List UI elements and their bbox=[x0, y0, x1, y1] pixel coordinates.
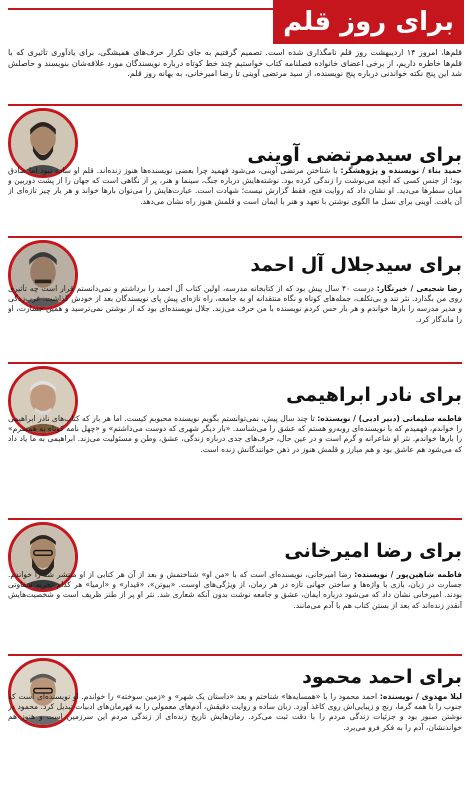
section-author: فاطمه شاهین‌پور / نویسنده: bbox=[354, 570, 462, 579]
section-amirkhani bbox=[8, 518, 462, 648]
section-heading: برای رضا امیرخانی bbox=[284, 540, 462, 562]
section-mahmoud bbox=[8, 654, 462, 794]
section-ebrahimi bbox=[8, 362, 462, 512]
section-body bbox=[8, 166, 462, 228]
section-text: رضا امیرخانی، نویسنده‌ای است که با «من او» شناختمش و بعد از آن هر کتابی از او منتشر شد را خواندم. جسارت در زبان، بازی با واژه‌ها و ساختن جهانی تازه در هر رمان، از ویژگی‌های اوست. «بیوتن»، «قیدار» و «ارمیا» هر کدام تجربه متفاوتی بودند. امیرخانی نشان داد که می‌شود درباره ایمان، عشق و جامعه نوشت بدون آنکه شعاری شد. نثر او پر از طنز ظریف است و شخصیت‌هایش آنقدر زنده‌اند که بعد از بستن کتاب هم با آدم می‌مانند. bbox=[8, 570, 462, 610]
section-author: فاطمه سلیمانی (دبیر ادبی) / نویسنده: bbox=[317, 414, 462, 423]
section-author: حمید بناء / نویسنده و پژوهشگر: bbox=[340, 166, 462, 175]
section-rule bbox=[8, 654, 462, 656]
section-text: تا چند سال پیش، نمی‌توانستم بگویم نویسنده محبوبم کیست. اما هر بار که کتاب‌های نادر ابراهیمی را خواندم، فهمیدم که با نویسنده‌ای روبه‌رو هستم که عشق را می‌شناسد. «بار دیگر شهری که دوست می‌داشتم» و «چهل نامه کوتاه به همسرم» را بارها خواندم. نثر او شاعرانه و گرم است و در عین حال، حرف‌های جدی درباره زندگی، عشق، وطن و مسئولیت می‌زند. ابراهیمی به ما یاد داد که می‌شود هم عاشق بود و هم مبارز و قلمش هنوز در ذهن خوانندگانش زنده است. bbox=[8, 414, 462, 454]
section-heading: برای احمد محمود bbox=[302, 666, 462, 688]
section-heading: برای سیدجلال آل احمد bbox=[250, 254, 462, 276]
section-rule bbox=[8, 518, 462, 520]
section-text: احمد محمود را با «همسایه‌ها» شناختم و بعد «داستان یک شهر» و «زمین سوخته» را خواندم. او نویسنده‌ای است که جنوب را با همه گرما، رنج و زیبایی‌اش روی کاغذ آورد. زبان ساده و روایت دقیقش، آدم‌های معمولی را به قهرمان‌های ادبیات تبدیل کرد. محمود در نوشتن صبور بود و جزئیات زندگی مردم را با دقت ثبت می‌کرد. رمان‌هایش تاریخ زنده‌ای از زندگی مردم این سرزمین است و هنوز هم خواندنشان، آدم را به فکر فرو می‌برد. bbox=[8, 692, 462, 732]
section-avini bbox=[8, 104, 462, 230]
section-body bbox=[8, 414, 462, 510]
section-text: درست ۴۰ سال پیش بود که از کتابخانه مدرسه، اولین کتاب آل احمد را برداشتم و نمی‌دانستم قرار است چه تأثیری روی من بگذارد. نثر تند و بی‌تکلف، جمله‌های کوتاه و نگاه منتقدانه او به جامعه، راه تازه‌ای پیش پای نویسندگان بعد از خودش گذاشت. غرب‌زدگی و مدیر مدرسه را بارها خواندم و هر بار حس کردم نویسنده با من حرف می‌زند. جلال نویسنده‌ای بود که از نوشتن نمی‌ترسید و همین جسارت، او را ماندگار کرد. bbox=[8, 284, 462, 324]
section-rule bbox=[8, 362, 462, 364]
section-heading: برای سیدمرتضی آوینی bbox=[247, 144, 462, 166]
section-body bbox=[8, 692, 462, 792]
section-al-ahmad bbox=[8, 236, 462, 356]
intro-paragraph: قلم‌ها، امروز ۱۴ اردیبهشت روز قلم نامگذاری شده است. تصمیم گرفتیم به‌ جای تکرار حرف‌های همیشگی، برای یادآوری تأثیری که با قلم‌ها خاطره داریم، از برخی اعضای خانواده فصلنامه کتاب خواستیم چند خط کوتاه درباره نویسندگان مورد علاقه‌شان بنویسند و حاصلش شد این پنج نکته خواندنی درباره پنج نویسنده، از سید مرتضی آوینی تا رضا امیرخانی، به بهانه روز قلم. bbox=[8, 48, 462, 78]
section-author: رضا شجیعی / خبرنگار: bbox=[376, 284, 462, 293]
section-rule bbox=[8, 104, 462, 106]
section-text: با شناختن مرتضی آوینی، می‌شود فهمید چرا بعضی نویسنده‌ها هنوز زنده‌اند. قلم او ساده نبود اما صادق بود؛ از جنس کسی که آنچه می‌نوشت را زندگی کرده بود. نوشته‌هایش درباره جنگ، سینما و هنر، پر از نگاهی است که جهان را از پشت دوربین و میان سطرها می‌دید. او نشان داد که روایت فتح، فقط گزارش نیست؛ شهادت است. عبارت‌هایش را می‌توان بارها خواند و هر بار چیز تازه‌ای از آن یافت. آوینی برای نسل ما الگوی نوشتن با تعهد و هنر با ایمان است و قلمش هنوز راه نشان می‌دهد. bbox=[8, 166, 462, 206]
section-body bbox=[8, 570, 462, 646]
section-author: لیلا مهدوی / نویسنده: bbox=[379, 692, 462, 701]
section-rule bbox=[8, 236, 462, 238]
section-body bbox=[8, 284, 462, 354]
section-heading: برای نادر ابراهیمی bbox=[286, 384, 462, 406]
page-title: برای روز قلم bbox=[273, 0, 464, 44]
page-header bbox=[0, 0, 470, 44]
